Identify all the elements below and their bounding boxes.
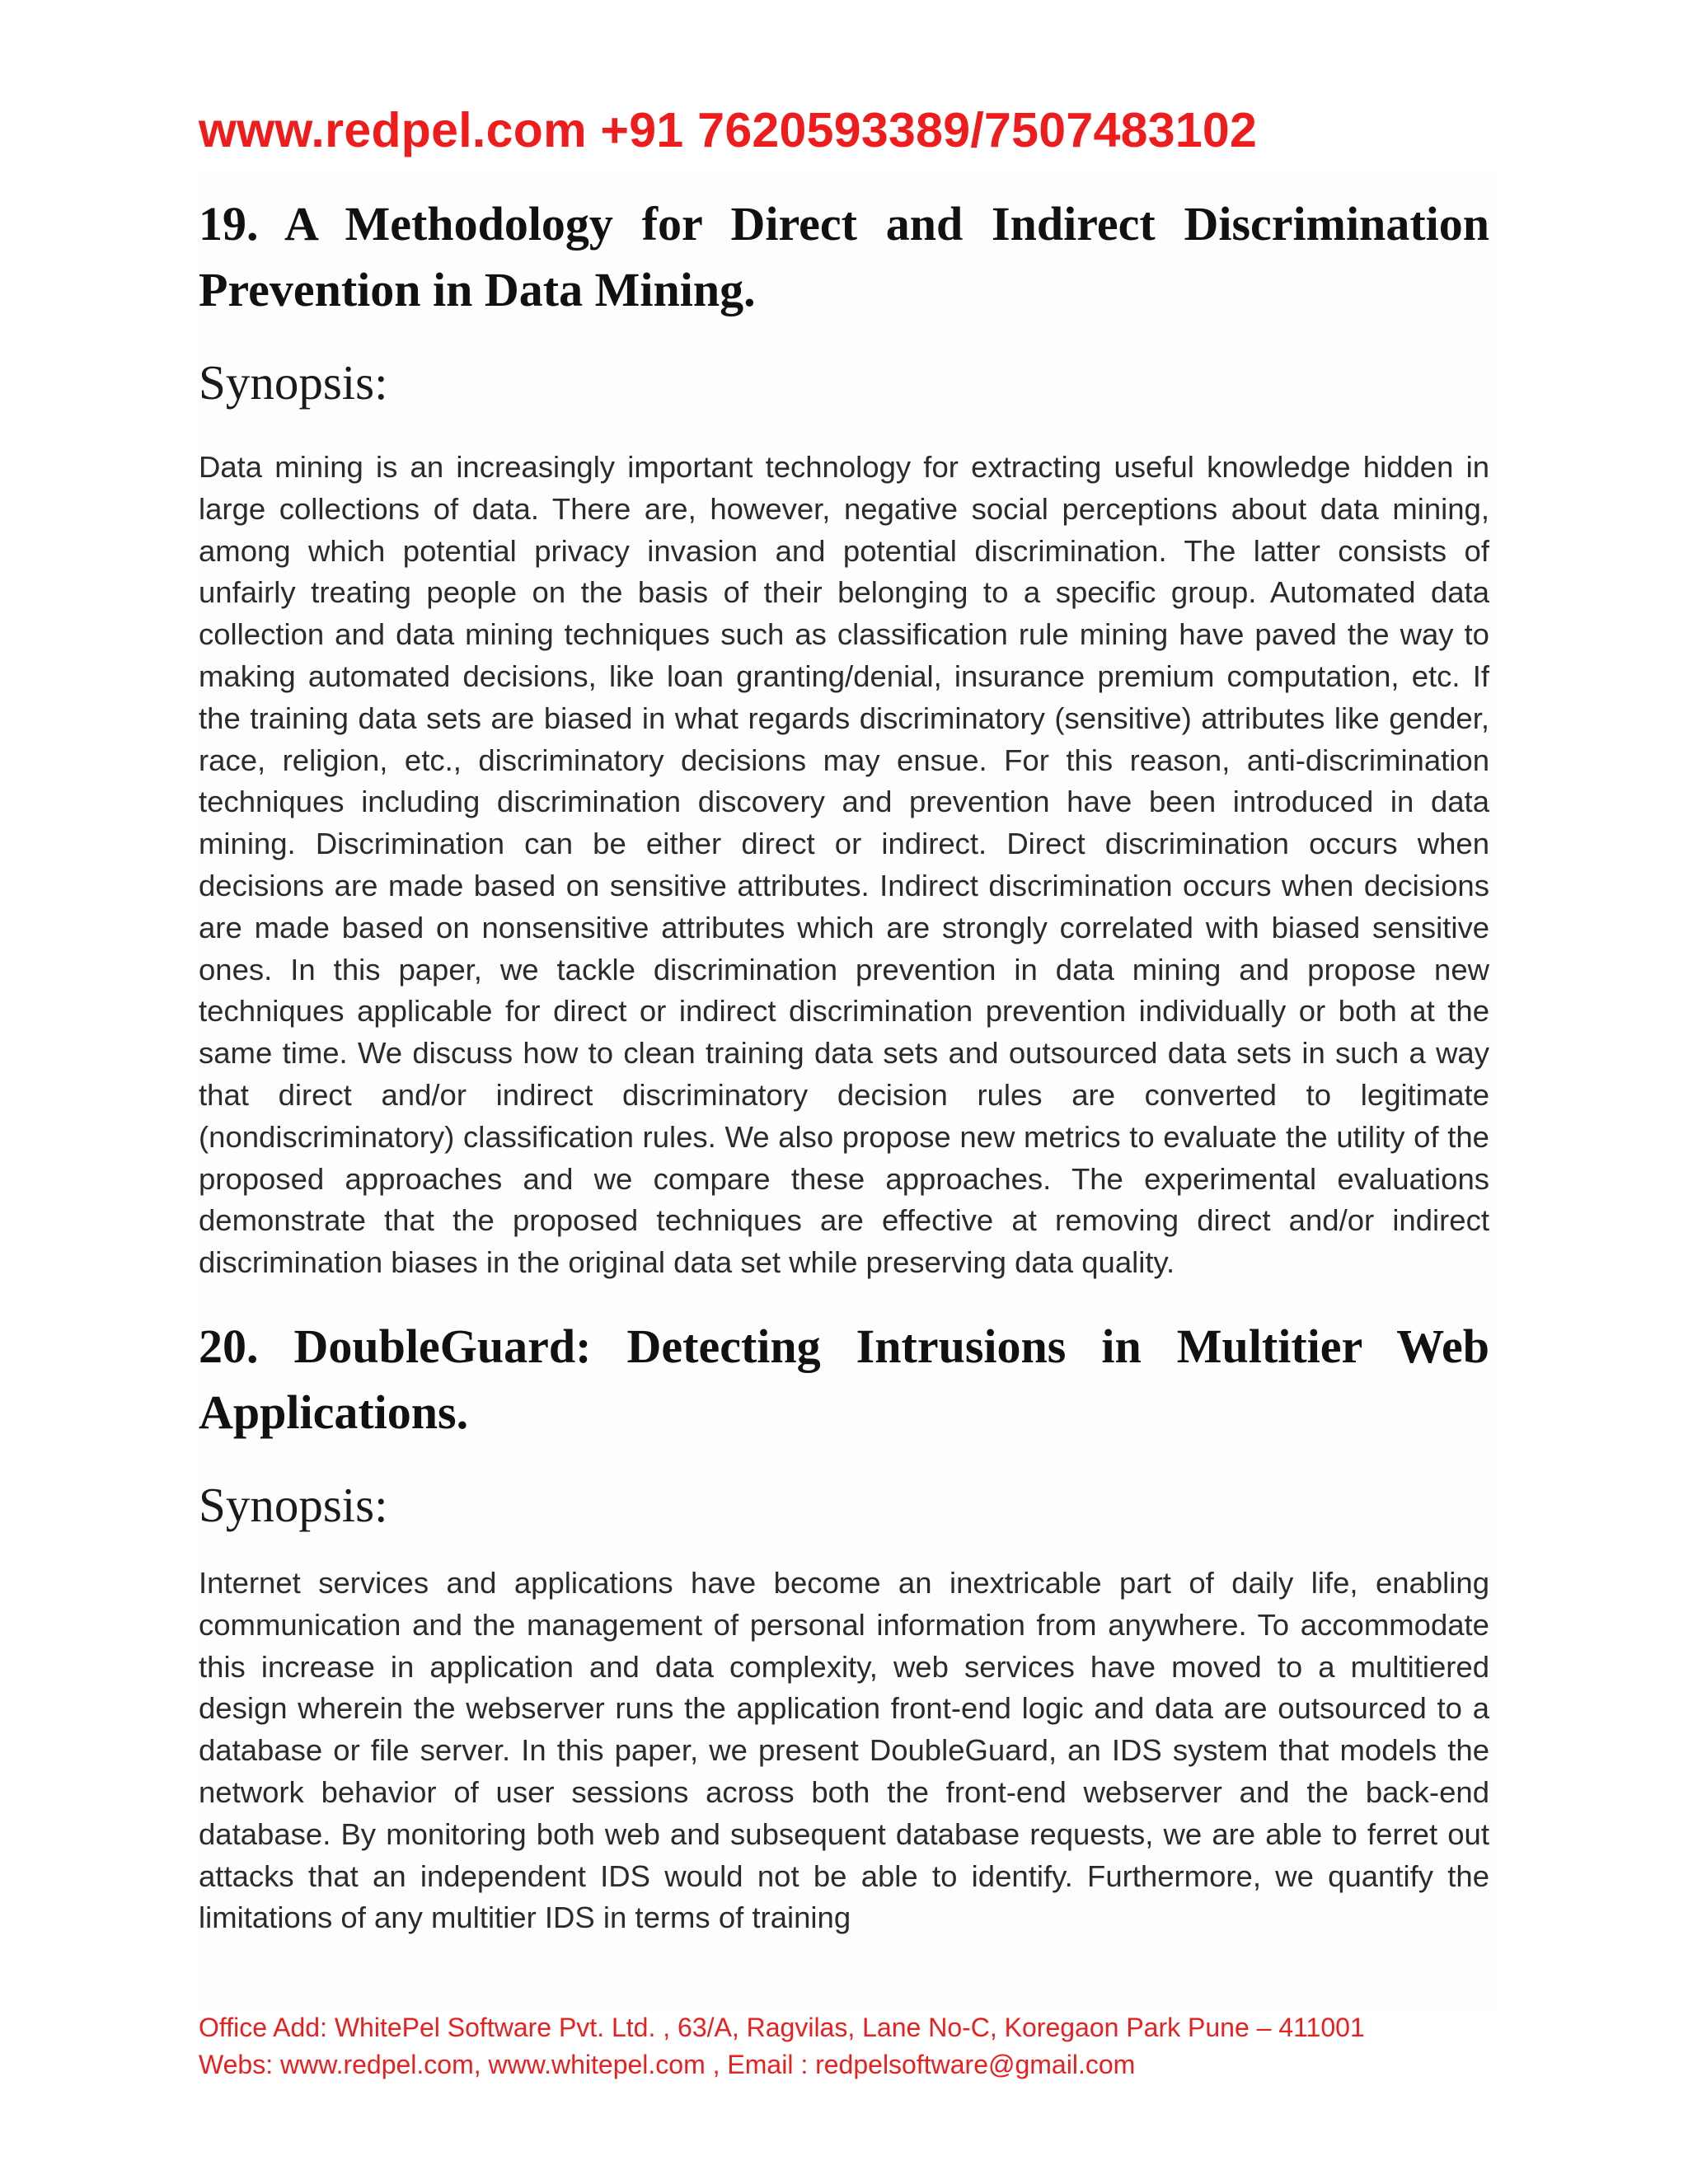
section-20-body: Internet services and applications have become an inextricable part of daily life, enabling communication and the management of personal information from anywhere. To accommodate this increase in application and data complexity, web services have moved to a multitiered design wherein the webserver runs the application front-end logic and data are outsourced to a database or file server. In this paper, we present DoubleGuard, an IDS system that models the network behavior of user sessions across both the front-end webserver and the back-end database. By monitoring both web and subsequent database requests, we are able to ferret out attacks that an independent IDS would not be able to identify. Furthermore, we quantify the limitations of any multitier IDS in terms of training: [199, 1565, 1489, 1935]
footer: [199, 2009, 1365, 2083]
main-content: [199, 191, 1489, 1939]
section-20-title: 20. DoubleGuard: Detecting Intrusions in Multitier Web Applications.: [199, 1319, 1489, 1439]
section-19-synopsis-label: Synopsis:: [199, 355, 388, 410]
header-contact: www.redpel.com +91 7620593389/7507483102: [199, 103, 1258, 157]
section-19-title: 19. A Methodology for Direct and Indirect Discrimination Prevention in Data Mining.: [199, 197, 1489, 316]
section-19-body: Data mining is an increasingly important technology for extracting useful knowledge hidden in large collections of data. There are, however, negative social perceptions about data mining, among which potential privacy invasion and potential discrimination. The latter consists of unfairly treating people on the basis of their belonging to a specific group. Automated data collection and data mining techniques such as classification rule mining have paved the way to making automated decisions, like loan granting/denial, insurance premium computation, etc. If the training data sets are biased in what regards discriminatory (sensitive) attributes like gender, race, religion, etc., discriminatory decisions may ensue. For this reason, anti-discrimination techniques including discrimination discovery and prevention have been introduced in data mining. Discrimination can be either direct or indirect. Direct discrimination occurs when decisions are made based on sensitive attributes. Indirect discrimination occurs when decisions are made based on nonsensitive attributes which are strongly correlated with biased sensitive ones. In this paper, we tackle discrimination prevention in data mining and propose new techniques applicable for direct or indirect discrimination prevention individually or both at the same time. We discuss how to clean training data sets and outsourced data sets in such a way that direct and/or indirect discriminatory decision rules are converted to legitimate (nondiscriminatory) classification rules. We also propose new metrics to evaluate the utility of the proposed approaches and we compare these approaches. The experimental evaluations demonstrate that the proposed techniques are effective at removing direct and/or indirect discrimination biases in the original data set while preserving data quality.: [199, 450, 1489, 1280]
section-20-synopsis-label: Synopsis:: [199, 1477, 388, 1532]
footer-office-address: Office Add: WhitePel Software Pvt. Ltd. , 63/A, Ragvilas, Lane No-C, Koregaon Park Pune – 411001: [199, 2013, 1365, 2042]
footer-websites: Webs: www.redpel.com, www.whitepel.com , Email : redpelsoftware@gmail.com: [199, 2050, 1136, 2079]
